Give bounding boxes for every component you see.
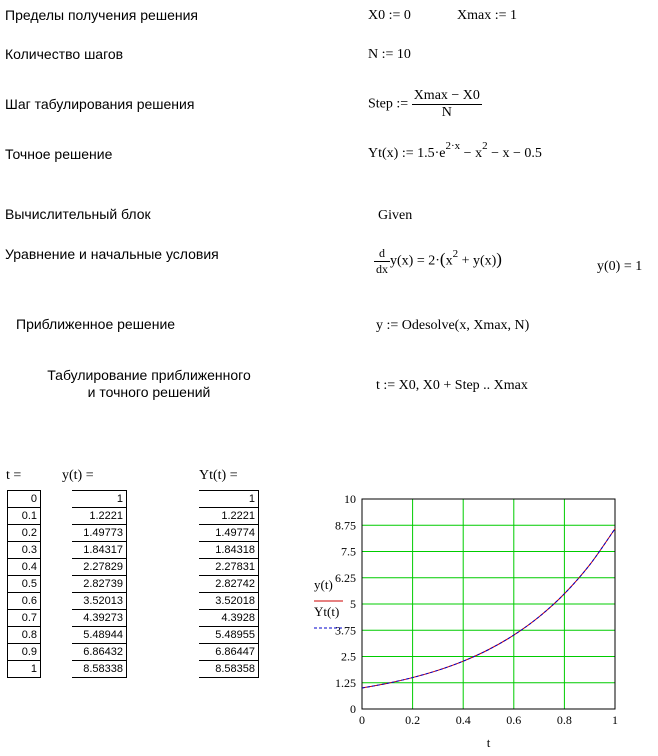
label-tab-line1: Табулирование приближенного (47, 367, 251, 383)
deq-x: x (445, 253, 453, 269)
t-value-row-cell[interactable]: 0.5 (8, 576, 41, 593)
yt-mid: − x (460, 146, 483, 161)
t-table-header: t = (6, 468, 22, 483)
yt-value-row-cell[interactable]: 8.58358 (199, 661, 259, 678)
t-value-row-cell[interactable]: 0.1 (8, 508, 41, 525)
step-denominator: N (441, 105, 452, 120)
yt-square: 2 (482, 140, 488, 152)
y-value-row-cell[interactable]: 4.39273 (72, 610, 127, 627)
yt-table-header: Yt(t) = (199, 468, 238, 483)
series-line-yt (362, 529, 615, 688)
chart-grid (362, 499, 615, 709)
t-value-row-cell[interactable]: 0.4 (8, 559, 41, 576)
odesolve-definition[interactable]: y := Odesolve(x, Xmax, N) (376, 318, 530, 333)
x-tick-labels (359, 713, 618, 727)
y-value-row-cell[interactable]: 1 (72, 491, 127, 508)
legend-label-yt: Yt(t) (314, 604, 340, 619)
given-keyword[interactable]: Given (378, 208, 413, 223)
x-tick-label: 0.6 (506, 713, 522, 727)
y-tick-label: 1.25 (335, 675, 356, 690)
y-tick-label: 5 (350, 597, 356, 611)
yt-value-row-cell[interactable]: 1.84318 (199, 542, 259, 559)
label-approx: Приближенное решение (16, 316, 176, 332)
y-tick-label: 3.75 (335, 623, 356, 638)
t-value-row-cell[interactable]: 1 (8, 661, 41, 678)
y-value-row-cell[interactable]: 1.84317 (72, 542, 127, 559)
t-value-row-cell[interactable]: 0.8 (8, 627, 41, 644)
n-definition[interactable]: N := 10 (368, 47, 411, 62)
y-tick-label: 6.25 (335, 570, 356, 585)
yt-value-row-cell[interactable]: 6.86447 (199, 644, 259, 661)
t-value-row-cell[interactable]: 0.3 (8, 542, 41, 559)
label-tab-step: Шаг табулирования решения (5, 96, 195, 112)
x-tick-label: 0.2 (405, 713, 421, 727)
series-line-y (362, 529, 615, 688)
label-equation: Уравнение и начальные условия (5, 246, 219, 262)
deq-plus: + y(x) (458, 253, 497, 269)
yt-value-row-cell[interactable]: 5.48955 (199, 627, 259, 644)
x-tick-label: 1 (612, 713, 618, 727)
y-value-row-cell[interactable]: 3.52013 (72, 593, 127, 610)
y-value-row-cell[interactable]: 6.86432 (72, 644, 127, 661)
open-paren: ( (439, 249, 446, 269)
y-value-row-cell[interactable]: 2.82739 (72, 576, 127, 593)
y-tick-label: 0 (350, 702, 356, 716)
y-tick-label: 10 (344, 492, 356, 506)
y-value-row-cell[interactable]: 1.2221 (72, 508, 127, 525)
yt-value-row-cell[interactable]: 1.2221 (199, 508, 259, 525)
label-tab-line2: и точного решений (87, 384, 211, 400)
y-tick-label: 2.5 (341, 649, 356, 664)
x-tick-label: 0.4 (455, 713, 471, 727)
t-value-row-cell[interactable]: 0.6 (8, 593, 41, 610)
derivative-dx: dx (376, 262, 388, 276)
label-comp-block: Вычислительный блок (5, 206, 151, 222)
deq-square: 2 (452, 247, 459, 260)
yt-lhs: Yt(x) := 1.5·e (368, 146, 446, 161)
x-tick-label: 0.8 (556, 713, 572, 727)
yt-tail: − x − 0.5 (487, 146, 542, 161)
yt-value-row-cell[interactable]: 2.27831 (199, 559, 259, 576)
t-value-row-cell[interactable]: 0.2 (8, 525, 41, 542)
y-tick-label: 8.75 (335, 518, 356, 533)
yt-value-row-cell[interactable]: 3.52018 (199, 593, 259, 610)
deq-lhs: y(x) = 2· (390, 253, 440, 269)
yt-value-row-cell[interactable]: 2.82742 (199, 576, 259, 593)
chart-series (362, 529, 615, 688)
x-axis-label: t (486, 735, 491, 750)
step-numerator: Xmax − X0 (413, 88, 480, 103)
derivative-d: d (374, 246, 390, 262)
x-tick-label: 0 (359, 713, 365, 727)
yt-value-row-cell[interactable]: 1.49774 (199, 525, 259, 542)
legend-label-y: y(t) (314, 577, 333, 592)
range-definition[interactable]: t := X0, X0 + Step .. Xmax (376, 378, 528, 393)
label-steps-count: Количество шагов (5, 46, 124, 62)
label-limits: Пределы получения решения (5, 7, 198, 23)
y-table-header: y(t) = (62, 468, 94, 483)
yt-value-row-cell[interactable]: 4.3928 (199, 610, 259, 627)
yt-value-row-cell[interactable]: 1 (199, 491, 259, 508)
y-value-row-cell[interactable]: 1.49773 (72, 525, 127, 542)
y-value-row-cell[interactable]: 5.48944 (72, 627, 127, 644)
t-value-row-cell[interactable]: 0.9 (8, 644, 41, 661)
y-tick-label: 7.5 (341, 544, 356, 559)
yt-exponent: 2·x (445, 140, 461, 152)
step-lhs: Step := (368, 96, 409, 112)
xmax-definition[interactable]: Xmax := 1 (457, 8, 517, 23)
y-value-row-cell[interactable]: 8.58338 (72, 661, 127, 678)
y-value-row-cell[interactable]: 2.27829 (72, 559, 127, 576)
initial-condition[interactable]: y(0) = 1 (597, 259, 643, 274)
t-value-row-cell[interactable]: 0.7 (8, 610, 41, 627)
close-paren: ) (496, 249, 502, 269)
t-value-row-cell[interactable]: 0 (8, 491, 41, 508)
x0-definition[interactable]: X0 := 0 (368, 8, 411, 23)
label-exact: Точное решение (5, 146, 113, 162)
